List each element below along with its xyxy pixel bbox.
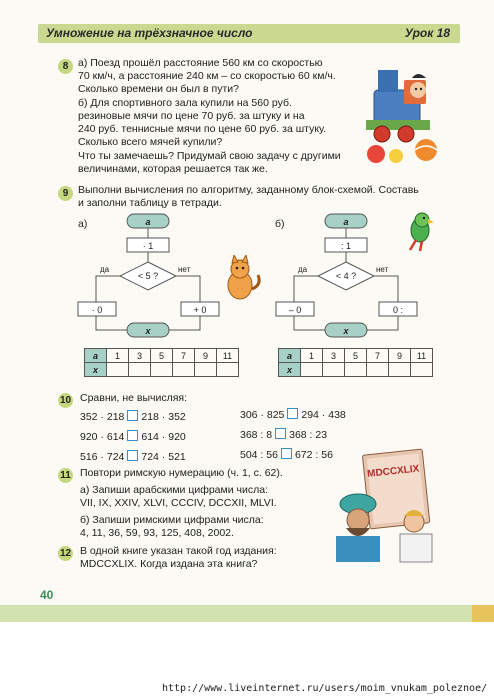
- flowchart-b-start: a: [343, 217, 349, 227]
- table-a-empty-cell: [195, 363, 217, 377]
- compare-left-2-b: 614 · 920: [141, 431, 186, 443]
- table-a-empty-cell: [129, 363, 151, 377]
- train-toy-illustration: [360, 62, 450, 166]
- task-8-question-line-1: Что ты замечаешь? Придумай свою задачу с другими: [78, 150, 341, 162]
- task-11a-line-1: а) Запиши арабскими цифрами числа:: [80, 484, 268, 496]
- compare-left-1-a: 352 · 218: [80, 411, 125, 423]
- task-11b-line-2: 4, 11, 36, 59, 93, 125, 408, 2002.: [80, 527, 234, 539]
- table-b-value: 1: [301, 349, 323, 363]
- table-b-empty-cell: [301, 363, 323, 377]
- page-number: 40: [40, 588, 54, 602]
- compare-left-3-a: 516 · 724: [80, 451, 125, 463]
- compare-right-1: [240, 408, 346, 422]
- compare-right-3: [240, 448, 333, 462]
- task-9-badge: 9: [58, 186, 73, 201]
- flowchart-b-label: б): [275, 218, 285, 230]
- task-12-line-2: MDCCXLIX. Когда издана эта книга?: [80, 558, 258, 570]
- scholars-with-book-illustration: [326, 438, 446, 564]
- table-a-value: 1: [107, 349, 129, 363]
- table-a-value: 7: [173, 349, 195, 363]
- compare-left-1-b: 218 · 352: [141, 411, 186, 423]
- flowchart-a: [72, 210, 232, 340]
- table-a-empty-cell: [151, 363, 173, 377]
- compare-left-2-a: 920 · 614: [80, 431, 125, 443]
- table-b-empty-cell: [389, 363, 411, 377]
- task-10-text: Сравни, не вычисляя:: [80, 392, 188, 404]
- compare-right-1-a: 306 · 825: [240, 409, 285, 421]
- task-8b-line-3: 240 руб. теннисные мячи по цене 60 руб. за штуку.: [78, 123, 327, 135]
- compare-right-2: [240, 428, 327, 442]
- compare-left-2: [80, 430, 186, 444]
- flowchart-b-no: нет: [376, 265, 389, 274]
- task-8-question-line-2: величинами, которая решается так же.: [78, 163, 268, 175]
- table-a-empty-cell: [107, 363, 129, 377]
- source-url: http://www.liveinternet.ru/users/moim_vnukam_poleznoe/: [162, 683, 488, 694]
- table-b-empty-cell: [323, 363, 345, 377]
- flowchart-a-yes: да: [100, 265, 110, 274]
- task-8-badge: 8: [58, 59, 73, 74]
- compare-right-2-a: 368 : 8: [240, 429, 273, 441]
- compare-right-2-b: 368 : 23: [289, 429, 328, 441]
- table-a-empty-cell: [173, 363, 195, 377]
- task-12-line-1: В одной книге указан такой год издания:: [80, 545, 277, 557]
- table-b-value: 9: [389, 349, 411, 363]
- cat-illustration: [218, 255, 264, 303]
- flowchart-a-label: а): [78, 218, 88, 230]
- table-b-empty-cell: [411, 363, 433, 377]
- lesson-header: [38, 24, 460, 43]
- task-8a-line-1: а) Поезд прошёл расстояние 560 км со скоростью: [78, 57, 323, 69]
- task-8a-line-3: Сколько времени он был в пути?: [78, 83, 239, 95]
- flowchart-b-operation: : 1: [340, 241, 352, 251]
- flowchart-a-operation: · 1: [142, 241, 154, 251]
- table-a: [84, 348, 239, 377]
- task-9-line-2: и заполни таблицу в тетради.: [78, 197, 222, 209]
- compare-box: [127, 410, 138, 421]
- task-8b-line-4: Сколько всего мячей купили?: [78, 136, 223, 148]
- flowchart-b-no-step: 0 :: [392, 305, 404, 315]
- flowchart-a-end: x: [145, 326, 151, 336]
- compare-box: [275, 428, 286, 439]
- parrot-illustration: [402, 210, 440, 252]
- lesson-number: Урок 18: [404, 26, 450, 40]
- book-title: MDCCXLIX: [366, 463, 420, 480]
- table-a-value: 5: [151, 349, 173, 363]
- table-a-head-a: a: [85, 349, 107, 363]
- flowchart-b-condition: < 4 ?: [335, 271, 357, 281]
- compare-left-3: [80, 450, 186, 464]
- compare-left-3-b: 724 · 521: [141, 451, 186, 463]
- table-a-head-x: x: [85, 363, 107, 377]
- compare-right-1-b: 294 · 438: [301, 409, 346, 421]
- compare-left-1: [80, 410, 186, 424]
- compare-box: [127, 450, 138, 461]
- flowchart-b-end: x: [343, 326, 349, 336]
- flowchart-a-start: a: [145, 217, 151, 227]
- compare-box: [287, 408, 298, 419]
- task-10-badge: 10: [59, 395, 72, 406]
- compare-right-3-b: 672 : 56: [294, 449, 333, 461]
- task-11a-line-2: VII, IX, XXIV, XLVI, CCCIV, DCCXII, MLVI.: [80, 497, 277, 509]
- flowchart-a-condition: < 5 ?: [137, 271, 159, 281]
- flowchart-a-yes-step: · 0: [91, 305, 103, 315]
- flowchart-a-no: нет: [178, 265, 191, 274]
- table-b-empty-cell: [345, 363, 367, 377]
- compare-box: [127, 430, 138, 441]
- table-b-value: 3: [323, 349, 345, 363]
- task-8a-line-2: 70 км/ч, а расстояние 240 км – со скоростью 60 км/ч.: [78, 70, 336, 82]
- table-a-value: 3: [129, 349, 151, 363]
- bottom-decor-accent: [472, 605, 494, 622]
- compare-box: [281, 448, 292, 459]
- table-b-head-x: x: [279, 363, 301, 377]
- table-b-value: 5: [345, 349, 367, 363]
- task-12-badge: 12: [59, 548, 72, 559]
- table-a-value: 9: [195, 349, 217, 363]
- task-8b-line-1: б) Для спортивного зала купили на 560 руб.: [78, 97, 292, 109]
- lesson-title: Умножение на трёхзначное число: [46, 26, 253, 40]
- compare-right-3-a: 504 : 56: [240, 449, 278, 461]
- flowchart-b-yes: да: [298, 265, 308, 274]
- task-8b-line-2: резиновые мячи по цене 70 руб. за штуку и на: [78, 110, 305, 122]
- flowchart-b-yes-step: – 0: [288, 305, 302, 315]
- task-9-line-1: Выполни вычисления по алгоритму, заданному блок-схемой. Составь: [78, 184, 419, 196]
- table-b-head-a: a: [279, 349, 301, 363]
- table-b-empty-cell: [367, 363, 389, 377]
- flowchart-a-no-step: + 0: [193, 305, 207, 315]
- table-a-empty-cell: [217, 363, 239, 377]
- task-11-text: Повтори римскую нумерацию (ч. 1, с. 62).: [80, 467, 283, 479]
- task-11b-line-1: б) Запиши римскими цифрами числа:: [80, 514, 264, 526]
- table-b: [278, 348, 433, 377]
- table-a-value: 11: [217, 349, 239, 363]
- bottom-decor-bar: [0, 605, 494, 622]
- table-b-value: 7: [367, 349, 389, 363]
- table-b-value: 11: [411, 349, 433, 363]
- task-11-badge: 11: [58, 468, 73, 483]
